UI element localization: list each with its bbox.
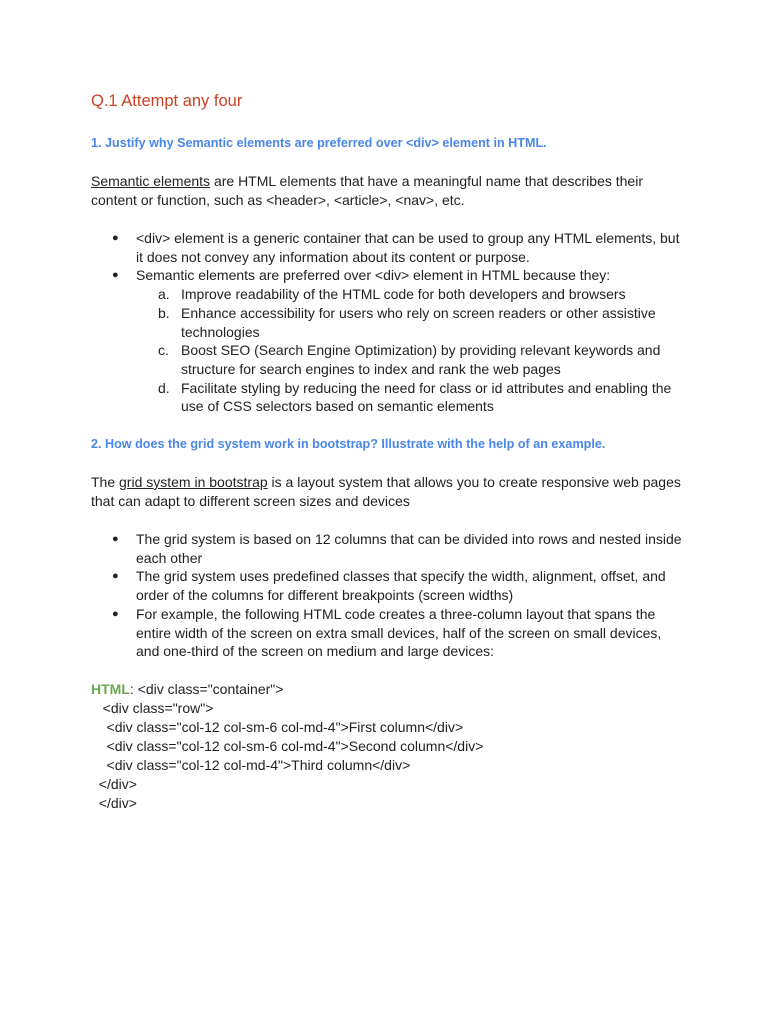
q2-intro-paragraph xyxy=(91,473,686,511)
bullet-text: For example, the following HTML code creates a three-column layout that spans the entire width of the screen on extra small devices, half of the screen on small devices, and one-third of the screen on medium and large devices: xyxy=(136,605,662,660)
q2-intro-prefix: The xyxy=(91,474,120,490)
list-item xyxy=(91,605,686,661)
code-line: <div class="col-12 col-md-4">Third column</div> xyxy=(91,757,411,773)
list-item xyxy=(91,229,686,266)
sub-list-item xyxy=(136,379,686,416)
list-item xyxy=(91,266,686,416)
bullet-icon: ● xyxy=(112,232,119,244)
bullet-text: The grid system is based on 12 columns that can be divided into rows and nested inside each other xyxy=(136,531,682,566)
q1-bullet-list xyxy=(91,229,686,416)
list-item xyxy=(91,567,686,604)
bullet-text: Semantic elements are preferred over <div> element in HTML because they: xyxy=(136,267,611,284)
code-language-label: HTML xyxy=(91,681,130,697)
q1-intro-paragraph xyxy=(91,172,686,210)
q2-term-grid-system: grid system in bootstrap xyxy=(119,474,268,490)
sub-item-text: Boost SEO (Search Engine Optimization) by providing relevant keywords and structure for search engines to index and rank the web pages xyxy=(181,342,661,377)
q2-intro-text: is a layout system that allows you to create responsive web pages that can adapt to different screen sizes and devices xyxy=(91,474,681,509)
code-line: <div class="col-12 col-sm-6 col-md-4">First column</div> xyxy=(91,719,464,735)
sub-item-text: Enhance accessibility for users who rely on screen readers or other assistive technologies xyxy=(181,304,656,340)
sub-item-text: Improve readability of the HTML code for both developers and browsers xyxy=(181,286,626,303)
code-line: <div class="row"> xyxy=(91,700,214,716)
section-heading: Q.1 Attempt any four xyxy=(91,92,243,110)
code-line: <div class="col-12 col-sm-6 col-md-4">Second column</div> xyxy=(91,738,484,754)
bullet-icon: ● xyxy=(112,570,119,583)
bullet-text: The grid system uses predefined classes that specify the width, alignment, offset, and order of the columns for different breakpoints (screen widths) xyxy=(136,568,666,604)
sub-item-letter: c. xyxy=(158,342,169,359)
question-2-title: 2. How does the grid system work in bootstrap? Illustrate with the help of an example. xyxy=(91,437,606,451)
q1-sub-list xyxy=(136,285,686,416)
code-example xyxy=(91,680,483,813)
q2-bullet-list xyxy=(91,530,686,661)
sub-list-item xyxy=(136,285,686,304)
code-line: </div> xyxy=(91,776,137,792)
q1-term-semantic-elements: Semantic elements xyxy=(91,173,211,189)
bullet-icon: ● xyxy=(112,533,119,545)
sub-list-item xyxy=(136,341,686,378)
sub-item-text: Facilitate styling by reducing the need for class or id attributes and enabling the use of CSS selectors based on semantic elements xyxy=(181,379,672,415)
code-line: </div> xyxy=(91,795,137,811)
bullet-text: <div> element is a generic container that can be used to group any HTML elements, but it does not convey any information about its content or purpose. xyxy=(136,230,680,265)
sub-item-letter: b. xyxy=(158,304,170,321)
sub-item-letter: d. xyxy=(158,379,170,396)
bullet-icon: ● xyxy=(112,607,119,620)
list-item xyxy=(91,530,686,567)
code-line: : <div class="container"> xyxy=(129,681,284,697)
question-1-title: 1. Justify why Semantic elements are preferred over <div> element in HTML. xyxy=(91,136,547,150)
sub-list-item xyxy=(136,304,686,341)
sub-item-letter: a. xyxy=(158,286,170,303)
q1-intro-text: are HTML elements that have a meaningful name that describes their content or function, such as <header>, <article>, <nav>, etc. xyxy=(91,173,643,208)
bullet-icon: ● xyxy=(112,269,119,282)
